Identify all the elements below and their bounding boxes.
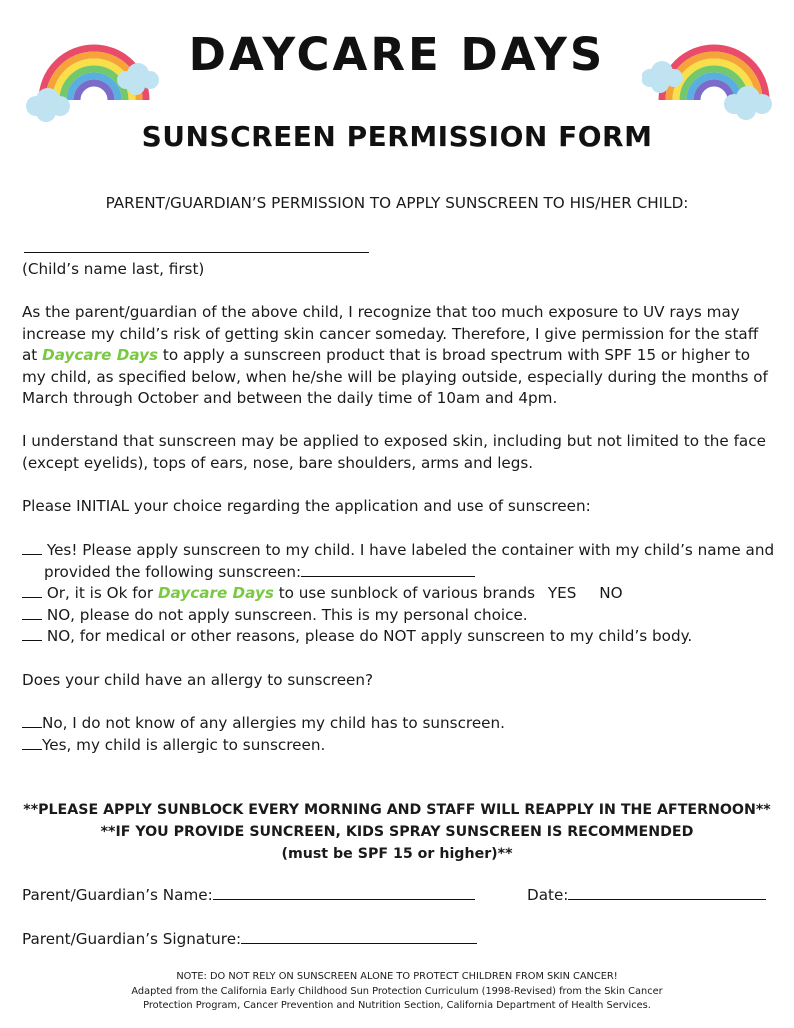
option-medical-text: NO, for medical or other reasons, please do NOT apply sunscreen to my child’s body. xyxy=(46,627,693,645)
sunscreen-brand-field[interactable] xyxy=(301,576,475,577)
child-name-field[interactable] xyxy=(24,252,369,253)
footer-line-3: Protection Program, Cancer Prevention and Nutrition Section, California Department of Health Services. xyxy=(143,1000,651,1011)
guardian-name-field[interactable] xyxy=(213,899,475,900)
initial-blank-3[interactable] xyxy=(22,619,42,620)
application-paragraph: I understand that sunscreen may be applied to exposed skin, including but not limited to the face (except eyelids), tops of ears, nose, bare shoulders, arms and legs. xyxy=(22,432,766,472)
date-label: Date: xyxy=(527,886,569,904)
permission-lead: PARENT/GUARDIAN’S PERMISSION TO APPLY SUNSCREEN TO HIS/HER CHILD: xyxy=(105,194,689,212)
initial-blank-1[interactable] xyxy=(22,554,42,555)
initial-blank-2[interactable] xyxy=(22,597,42,598)
notice-line-2: **IF YOU PROVIDE SUNCREEN, KIDS SPRAY SUNSCREEN IS RECOMMENDED xyxy=(100,824,694,840)
footer-line-1: NOTE: DO NOT RELY ON SUNSCREEN ALONE TO PROTECT CHILDREN FROM SKIN CANCER! xyxy=(176,971,618,982)
option-personal-choice-text: NO, please do not apply sunscreen. This is my personal choice. xyxy=(46,606,528,624)
initial-blank-4[interactable] xyxy=(22,640,42,641)
brand-name: Daycare Days xyxy=(42,346,159,364)
allergy-blank-yes[interactable] xyxy=(22,749,42,750)
sunblock-notice xyxy=(0,799,794,865)
form-subtitle: SUNSCREEN PERMISSION FORM xyxy=(141,120,653,153)
option-various-text-after: to use sunblock of various brands xyxy=(278,584,536,602)
guardian-signature-label: Parent/Guardian’s Signature: xyxy=(22,930,242,948)
option-yes-apply-text-2: provided the following sunscreen: xyxy=(44,563,302,581)
footer-note xyxy=(0,970,794,1014)
guardian-name-label: Parent/Guardian’s Name: xyxy=(22,886,213,904)
notice-line-1: **PLEASE APPLY SUNBLOCK EVERY MORNING AND STAFF WILL REAPPLY IN THE AFTERNOON** xyxy=(23,802,771,818)
allergy-blank-no[interactable] xyxy=(22,727,42,728)
notice-line-3: (must be SPF 15 or higher)** xyxy=(281,846,513,862)
guardian-name-row xyxy=(22,886,475,904)
initial-prompt: Please INITIAL your choice regarding the application and use of sunscreen: xyxy=(22,497,591,515)
option-yes-apply xyxy=(22,540,782,562)
option-medical xyxy=(22,626,782,648)
consent-text-after: to apply a sunscreen product that is broad spectrum with SPF 15 or higher to my child, as specified below, when he/she will be playing outside, especially during the months of March through October and between the daily time of 10am and 4pm. xyxy=(22,346,768,407)
consent-paragraph xyxy=(22,302,772,410)
option-various-text-before: Or, it is Ok for xyxy=(46,584,154,602)
option-various-brands xyxy=(22,583,782,605)
date-field[interactable] xyxy=(568,899,766,900)
allergy-question: Does your child have an allergy to sunscreen? xyxy=(22,671,374,689)
child-name-caption: (Child’s name last, first) xyxy=(22,260,205,278)
allergy-no-text: No, I do not know of any allergies my child has to sunscreen. xyxy=(42,714,505,732)
allergy-no xyxy=(22,713,782,735)
date-row xyxy=(527,886,766,904)
choice-yes[interactable]: YES xyxy=(547,584,577,602)
page-title: DAYCARE DAYS xyxy=(188,28,606,81)
allergy-yes-text: Yes, my child is allergic to sunscreen. xyxy=(42,736,326,754)
choice-no[interactable]: NO xyxy=(599,584,623,602)
footer-line-2: Adapted from the California Early Childhood Sun Protection Curriculum (1998-Revised) from the Skin Cancer xyxy=(131,985,663,997)
option-yes-apply-cont xyxy=(44,562,794,584)
guardian-signature-field[interactable] xyxy=(241,943,477,944)
option-personal-choice xyxy=(22,605,782,627)
consent-text-before: As the parent/guardian of the above child, I recognize that too much exposure to UV rays may increase my child’s risk of getting skin cancer someday. Therefore, I give permission for the staff at xyxy=(22,303,759,364)
option-brand-name: Daycare Days xyxy=(157,584,274,602)
option-yes-apply-text: Yes! Please apply sunscreen to my child. I have labeled the container with my child’s name and xyxy=(46,541,775,559)
allergy-yes xyxy=(22,735,782,757)
guardian-signature-row xyxy=(22,930,477,948)
